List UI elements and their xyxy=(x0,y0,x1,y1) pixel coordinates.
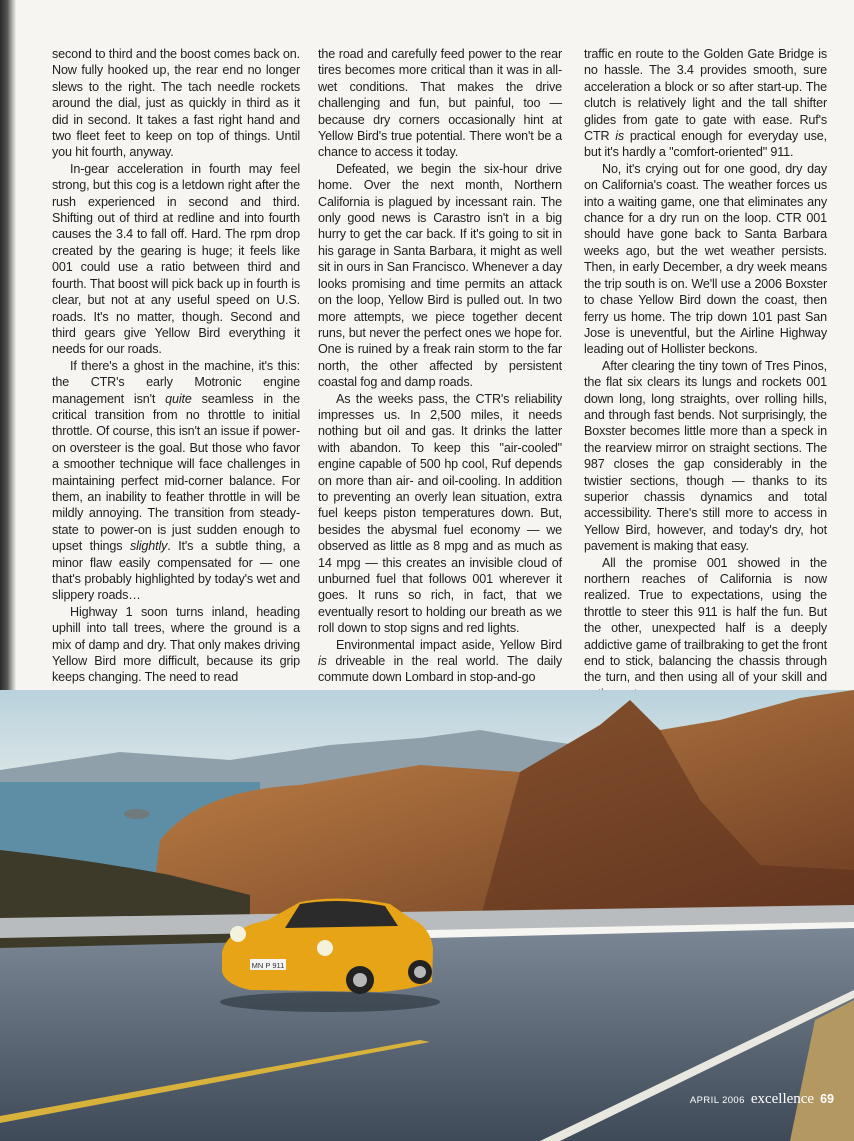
text-column-2 xyxy=(318,46,562,685)
text-column-1 xyxy=(52,46,300,685)
page-number: 69 xyxy=(820,1092,834,1106)
sea-rock xyxy=(124,809,150,819)
issue-date: APRIL 2006 xyxy=(689,1095,745,1106)
paragraph: All the promise 001 showed in the northern reaches of California is now realized. True to expectations, using the throttle to steer this 911 is half the fun. But the other, unexpected half is a deeply addictive game of trailbraking to get the front end to stick, balancing the chassis through the turn, and then using all of your skill and xyxy=(584,555,827,685)
magazine-name: excellence xyxy=(750,1091,815,1107)
paragraph: No, it's crying out for one good, dry day on California's coast. The weather forces us into a waiting game, one that eliminates any chance for a dry run on the loop. CTR 001 should have gone back to Santa Barbara weeks ago, but the wet weather persists. Then, in early December, a dry week means the trip south is on. We'll use a 2006 Boxster to chase Yellow Bird down the coast, then ferry us home. The trip down 101 past San Jose is uneventful, but the Airline Highway leading out of Hollister beckons. xyxy=(584,161,827,357)
paragraph: Environmental impact aside, Yellow Bird is driveable in the real world. The daily commute down Lombard in stop-and-go xyxy=(318,637,562,685)
paragraph: Defeated, we begin the six-hour drive home. Over the next month, Northern California is plagued by incessant rain. The only good news is Carastro isn't in a big hurry to get the car back. If it's going to sit in his garage in Santa Barbara, it might as well sit in ours in San Francisco. Whenever a day looks promising and time permits an attack on the loop, Yellow Bird is pulled out. In two more attempts, we piece together decent runs, but never the perfect ones we hope for. One is ruined by a freak rain storm to the far north, the other affected by persistent coastal fog and damp roads. xyxy=(318,161,562,390)
feature-photo xyxy=(0,690,854,1141)
paragraph: Highway 1 soon turns inland, heading uphill into tall trees, where the ground is a mix of damp and dry. That only makes driving Yellow Bird more difficult, because its grip keeps changing. The need to read xyxy=(52,604,300,685)
paragraph: second to third and the boost comes back on. Now fully hooked up, the rear end no longer slews to the right. The tach needle rockets around the dial, just as quickly in third as it did in second. It takes a fast right hand and two fleet feet to keep on top of things. Until you hit fourth, anyway. xyxy=(52,47,300,160)
svg-text:MN P 911: MN P 911 xyxy=(251,961,285,970)
coastal-highway-photo xyxy=(0,690,854,1141)
paragraph: As the weeks pass, the CTR's reliability impresses us. In 2,500 miles, it needs nothing but oil and gas. It drinks the latter with abandon. To keep this "air-cooled" engine capable of 500 hp cool, Ruf depends on more than air- and oil-cooling. In addition to preventing an overly lean situation, extra fuel keeps piston temperatures down. But, besides the abysmal fuel economy — we observed as little as 8 mpg and as much as 14 mpg — this creates an invisible cloud of unburned fuel that follows 001 wherever it goes. It runs so rich, in fact, that we eventually resort to holding our breath as we roll down to stop signs and red lights. xyxy=(318,391,562,636)
paragraph: In-gear acceleration in fourth may feel strong, but this cog is a letdown right after the rush experienced in second and third. Shifting out of third at redline and into fourth causes the 3.4 to fall off. Hard. The rpm drop created by the gearing is huge; it feels like 001 could use a ratio between third and fourth. That boost will pick back up in fourth is clear, but not at any useful speed on U.S. roads. It's no matter, though. Second and third gears give Yellow Bird everything it needs for our roads. xyxy=(52,161,300,357)
text-column-3 xyxy=(584,46,827,685)
paragraph: After clearing the tiny town of Tres Pinos, the flat six clears its lungs and rockets 001 down long, long straights, over rolling hills, and through fast bends. Not surprisingly, the Boxster becomes little more than a speck in the rearview mirror on straight sections. The 987 closes the gap considerably in the twistier sections, though — thanks to its superior chassis dynamics and total accessibility. There's still more to access in Yellow Bird, however, and today's dry, hot pavement is making that easy. xyxy=(584,358,827,554)
paragraph: the road and carefully feed power to the rear tires becomes more critical than it was in all-wet conditions. That makes the drive challenging and fun, but painful, too — because dry corners occasionally hint at Yellow Bird's true potential. There won't be a chance to access it today. xyxy=(318,47,562,160)
paragraph: If there's a ghost in the machine, it's this: the CTR's early Motronic engine management isn't quite seamless in the critical transition from no throttle to initial throttle. Of course, this isn't an issue if power-on oversteer is the goal. But those who favor a smoother technique will face challenges in maintaining perfect mid-corner balance. For them, an inability to feather throttle in will be mildly annoying. The transition from steady-state to power-on is just sudden enough to upset things slightly. It's a subtle thing, a minor flaw easily compensated for — one that's probably highlighted by today's wet and slippery roads… xyxy=(52,358,300,603)
paragraph: traffic en route to the Golden Gate Bridge is no hassle. The 3.4 provides smooth, sure acceleration a block or so after start-up. The clutch is relatively light and the tall shifter glides from gate to gate with ease. Ruf's CTR is practical enough for everyday use, but it's hardly a "comfort-oriented" 911. xyxy=(584,47,827,160)
page-footer xyxy=(690,1091,834,1108)
